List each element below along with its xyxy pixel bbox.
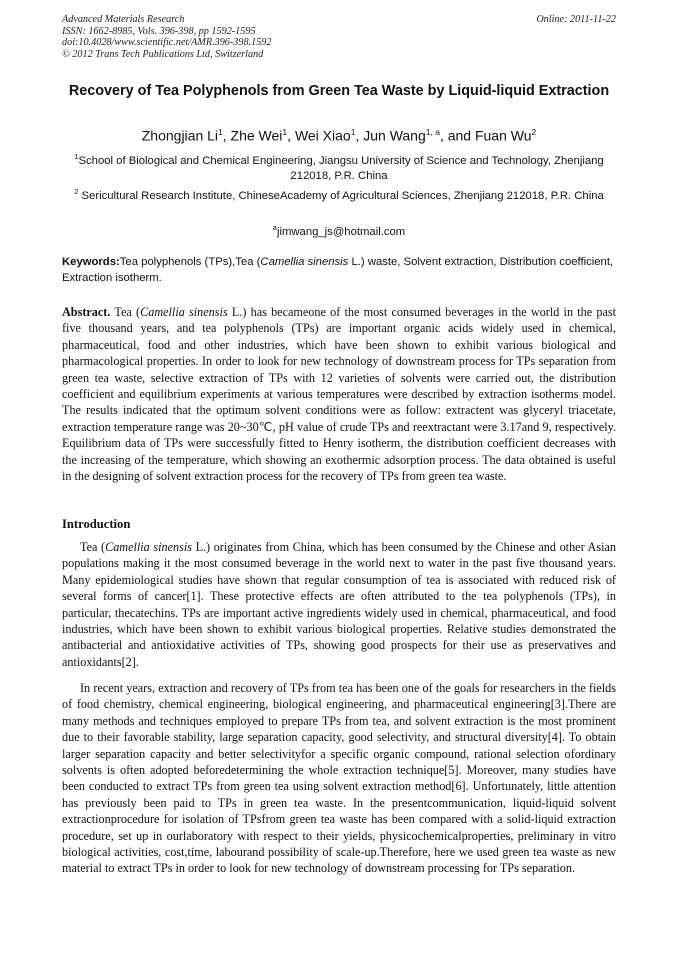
author-affil-mark: 2 xyxy=(531,127,537,137)
journal-doi: doi:10.4028/www.scientific.net/AMR.396-398.1592 xyxy=(62,37,272,49)
affiliation-2: $^2$ Sericultural Research Institute, ChineseAcademy of Agricultural Sciences, Zhenjiang 212018, P.R. China xyxy=(74,187,604,202)
affiliation-1: $^1$School of Biological and Chemical Engineering, Jiangsu University of Science and Technology, Zhenjiang 212018, P.R. China xyxy=(74,152,604,183)
author-affil-mark: 1, a xyxy=(425,127,440,137)
section-heading: Introduction xyxy=(62,517,131,531)
author-list: Zhongjian Li$^1$, Zhe Wei$^1$, Wei Xiao$^1$, Jun Wang$^{1, a}$, and Fuan Wu$^2$ xyxy=(141,127,537,144)
online-date: Online: 2011-11-22 xyxy=(536,14,616,25)
author-name: Zhongjian Li xyxy=(141,127,219,144)
paper-title: Recovery of Tea Polyphenols from Green Tea Waste by Liquid-liquid Extraction xyxy=(68,83,610,99)
corresponding-email: $^a$jimwang_js@hotmail.com xyxy=(272,223,406,238)
intro-paragraph-1: Tea (Camellia sinensis L.) originates from China, which has been consumed by the Chinese and other Asian populations making it the most consumed beverage in the world next to water in the past five thousand years. Many epidemiological studies have shown that regular consumption of tea is associated with reduced risk of several forms of cancer[1]. These protective effects are often attributed to the tea polyphenols (TPs), in particular, thecatechins. TPs are important active ingredients widely used in chemical, pharmaceutical, and food industries, which have been shown to exhibit various biological properties. Relative studies demonstrated the antibacterial and antioxidative activities of TPs, showing good prospects for their use as preservatives and antioxidants[2]. xyxy=(62,540,616,669)
author-name: Wei Xiao xyxy=(294,127,351,144)
journal-issn: ISSN: 1662-8985, Vols. 396-398, pp 1592-1595 xyxy=(62,25,256,37)
keywords-label: Keywords: xyxy=(62,256,120,268)
keywords: Keywords:Tea polyphenols (TPs),Tea (Camellia sinensis L.) waste, Solvent extraction, Distribution coefficient, Extraction isotherm. xyxy=(62,256,614,284)
journal-header xyxy=(62,14,482,60)
journal-name: Advanced Materials Research xyxy=(62,14,185,25)
intro-paragraph-2: In recent years, extraction and recovery of TPs from tea has been one of the goals for researchers in the fields of food chemistry, chemical engineering, biological engineering, and pharmaceutical engineering[3].There are many methods and techniques employed to prepare TPs from tea, and solvent extraction is the most prominent due to their favorable stability, large separation capacity, good selectivity, and structural diversity[4]. To obtain larger separation capacity and better selectivityfor a specific organic compound, rational selection ofordinary solvents is often adopted beforedetermining the whole extraction technique[5]. Moreover, many studies have been conducted to extract TPs from green tea using solvent extraction method[6]. Unfortunately, little attention has previously been paid to TPs in green tea waste. In the presentcommunication, liquid-liquid solvent extractionprocedure for isolation of TPsfrom green tea waste has been compared with a solid-liquid extraction procedure, set up in ourlaboratory with respect to their yields, physicochemicalproperties, preliminary in vitro biological activities, cost,time, labourand possibility of scale-up.Therefore, here we used green tea waste as new material to extract TPs in order to look for new technology of downstream processing for TPs separation. xyxy=(62,681,616,876)
author-affil-mark: 1 xyxy=(350,127,356,137)
author-affil-mark: 1 xyxy=(282,127,288,137)
abstract-label: Abstract. xyxy=(62,305,111,319)
author-name: Jun Wang xyxy=(363,127,426,144)
author-name: Fuan Wu xyxy=(474,127,532,144)
journal-copyright: © 2012 Trans Tech Publications Ltd, Switzerland xyxy=(62,48,264,60)
author-affil-mark: 1 xyxy=(218,127,223,137)
abstract: Abstract. Tea (Camellia sinensis L.) has becameone of the most consumed beverages in the world in the past five thousand years, and tea polyphenols (TPs) are important organic acids widely used in chemical, pharmaceutical, food and other industries, which have been shown to exhibit various biological and pharmacological properties. In order to look for new technology of downstream process for TPs separation from green tea waste, selective extraction of TPs with 12 varieties of solvents were carried out, the distribution coefficient and equilibrium experiments at various temperatures were described by extraction isotherms model. The results indicated that the optimum solvent conditions were as follow: extractent was glyceryl triacetate, extraction temperature range was 20~30℃, pH value of crude TPs and reextractant were 3.17and 9, respectively. Equilibrium data of TPs were successfully fitted to Henry isotherm, the distribution coefficient decreases with the increasing of the temperature, which showing an exothermic adsorption process. The data obtained is useful in the designing of solvent extraction process for the recovery of TPs from green tea waste. xyxy=(62,305,617,484)
author-name: Zhe Wei xyxy=(230,127,283,144)
